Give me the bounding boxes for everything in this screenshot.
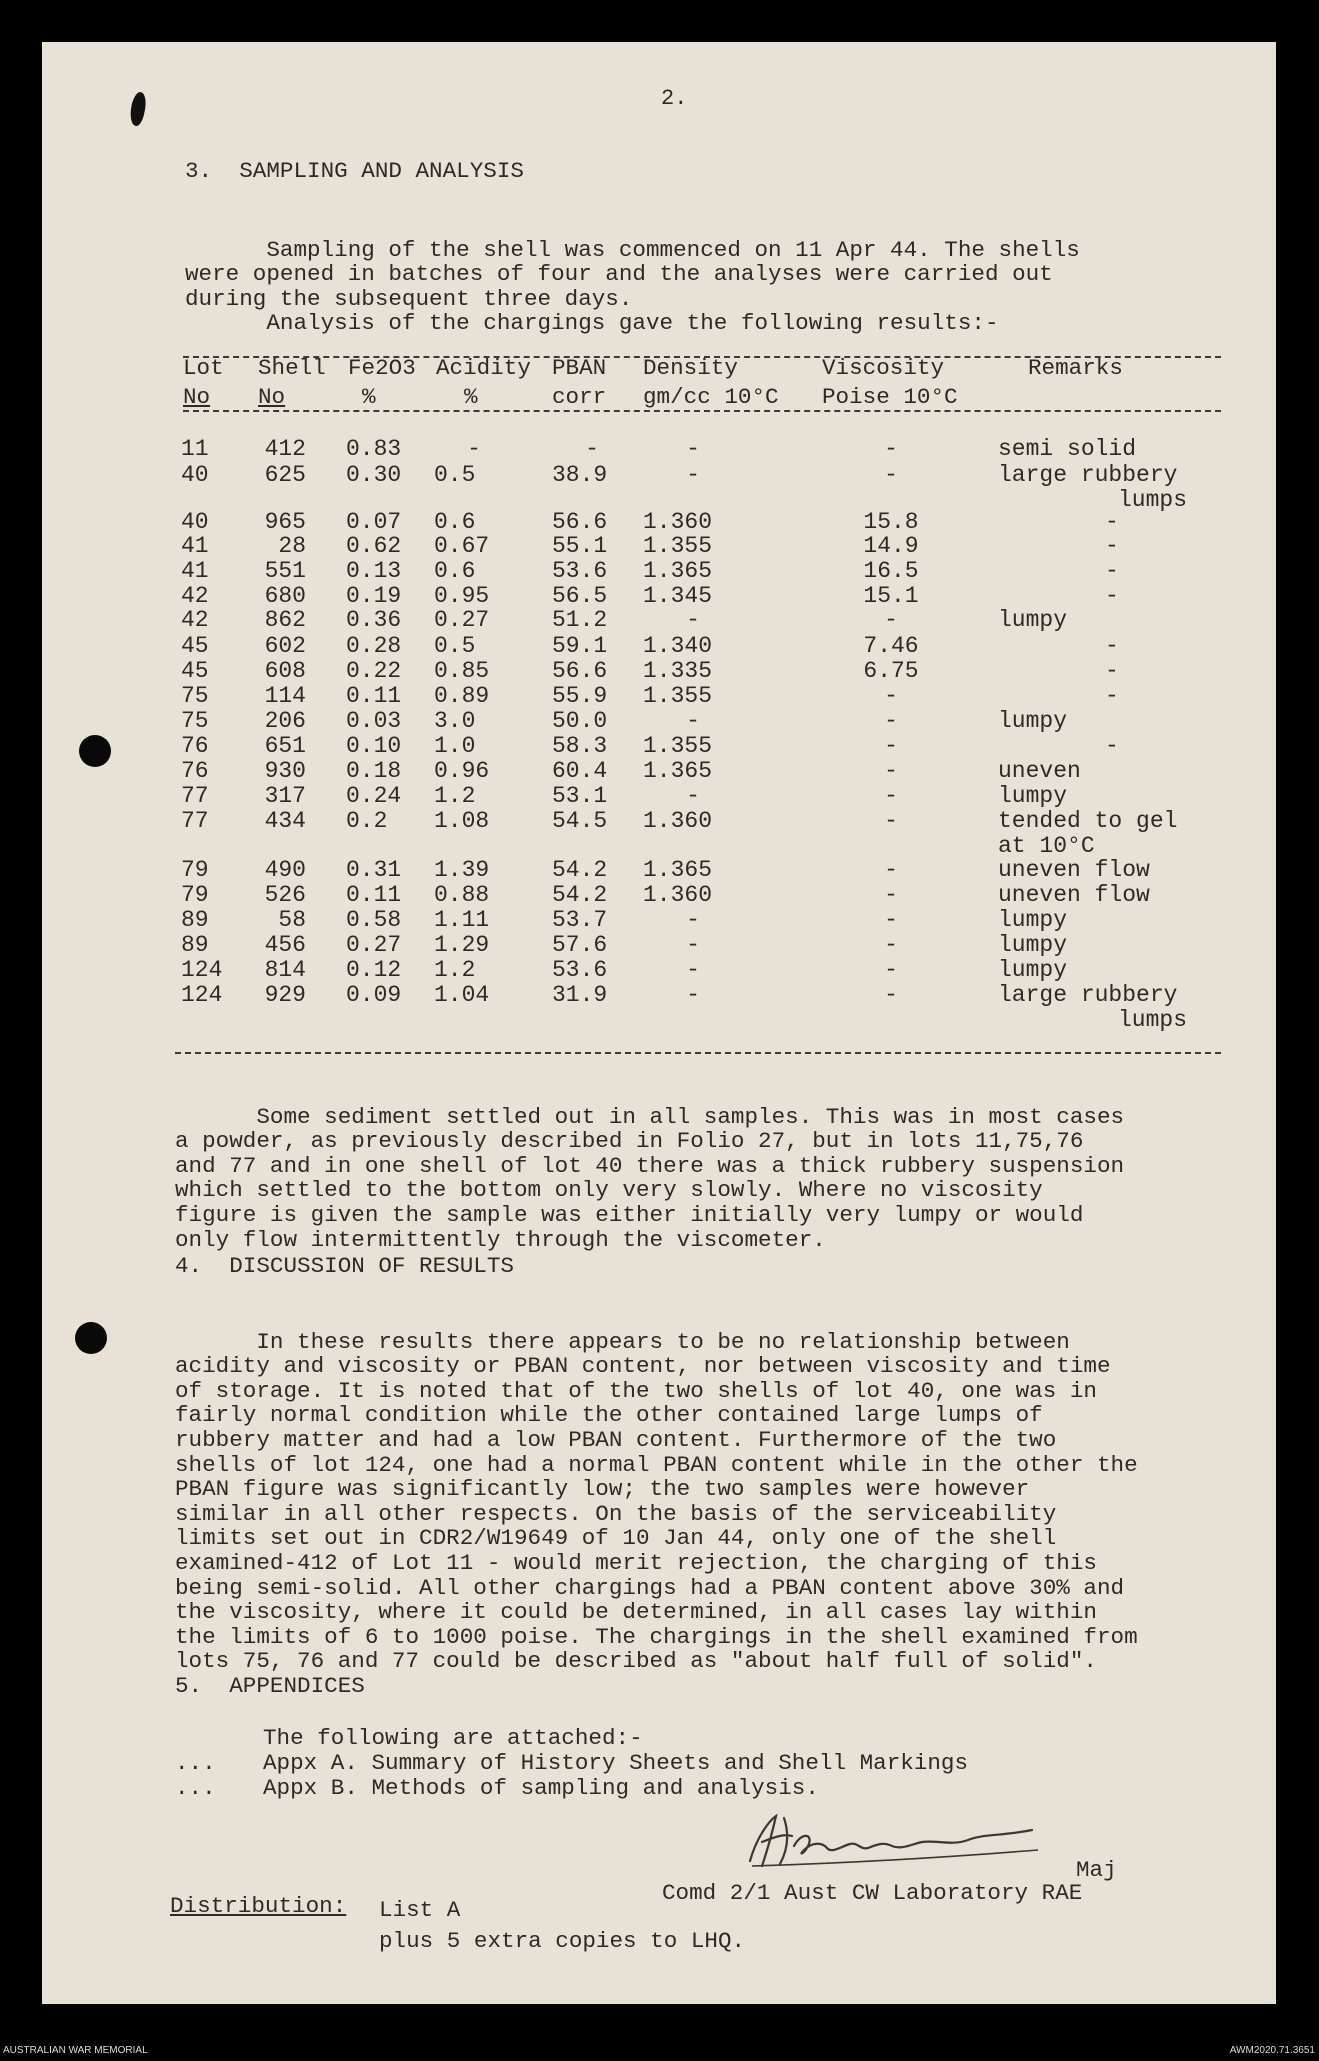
text-line: only flow intermittently through the viscometer. <box>175 1226 826 1253</box>
cell-fe: 0.13 <box>346 558 402 584</box>
cell-fe: 0.03 <box>346 708 402 734</box>
cell-shell: 625 <box>264 462 306 488</box>
cell-remarks: lumpy <box>998 783 1068 809</box>
cell-lot: 42 <box>181 607 209 633</box>
cell-acidity: 3.0 <box>434 708 476 734</box>
cell-viscosity: - <box>884 708 898 734</box>
cell-density: 1.345 <box>643 583 713 609</box>
distribution-extra: plus 5 extra copies to LHQ. <box>379 1928 746 1954</box>
cell-fe: 0.07 <box>346 509 402 535</box>
cell-viscosity: 15.8 <box>863 509 919 535</box>
text-line: figure is given the sample was either initially very lumpy or would <box>175 1201 1084 1228</box>
cell-density: 1.360 <box>643 509 713 535</box>
cell-acidity: 1.39 <box>434 857 490 883</box>
cell-shell: 551 <box>264 558 306 584</box>
signatory-title: Comd 2/1 Aust CW Laboratory RAE <box>662 1880 1083 1906</box>
cell-viscosity: 15.1 <box>863 583 919 609</box>
cell-lot: 77 <box>181 783 209 809</box>
cell-pban: 59.1 <box>552 633 608 659</box>
cell-acidity: 0.67 <box>434 533 490 559</box>
cell-pban: 38.9 <box>552 462 608 488</box>
section-4-heading: 4. DISCUSSION OF RESULTS <box>175 1253 514 1279</box>
cell-viscosity: - <box>884 982 898 1008</box>
cell-remarks: large rubbery <box>998 982 1178 1008</box>
cell-acidity: 0.6 <box>434 509 476 535</box>
cell-fe: 0.83 <box>346 436 402 462</box>
appendix-bullet: ... <box>175 1750 216 1776</box>
cell-lot: 124 <box>181 982 223 1008</box>
cell-viscosity: - <box>884 808 898 834</box>
cell-fe: 0.24 <box>346 783 402 809</box>
cell-pban: 58.3 <box>552 733 608 759</box>
cell-density: 1.355 <box>643 533 713 559</box>
archive-name: AUSTRALIAN WAR MEMORIAL <box>3 2045 148 2056</box>
page-number: 2. <box>661 86 688 111</box>
appendices-intro: The following are attached:- <box>263 1725 643 1751</box>
appendix-a: Appx A. Summary of History Sheets and Shell Markings <box>263 1750 969 1776</box>
cell-fe: 0.12 <box>346 957 402 983</box>
text-line: the limits of 6 to 1000 poise. The chargings in the shell examined from <box>175 1623 1138 1650</box>
cell-density: - <box>686 932 700 958</box>
cell-pban: 53.6 <box>552 957 608 983</box>
text-line: PBAN figure was significantly low; the two samples were however <box>175 1476 1030 1503</box>
cell-lot: 40 <box>181 509 209 535</box>
cell-shell: 602 <box>264 633 306 659</box>
cell-fe: 0.62 <box>346 533 402 559</box>
text-line: Sampling of the shell was commenced on 11 Apr 44. The shells <box>185 236 1080 263</box>
cell-viscosity: - <box>884 758 898 784</box>
archive-reference: AWM2020.71.3651 <box>1229 2045 1315 2056</box>
col-header-density: Density gm/cc 10°C <box>643 355 779 410</box>
cell-remarks: - <box>1105 658 1119 684</box>
text-line: similar in all other respects. On the basis of the serviceability <box>175 1500 1057 1527</box>
cell-remarks: uneven <box>998 758 1081 784</box>
cell-shell: 206 <box>264 708 306 734</box>
cell-pban: 56.6 <box>552 509 608 535</box>
cell-remarks: - <box>1105 583 1119 609</box>
cell-remarks: - <box>1105 509 1119 535</box>
cell-density: 1.365 <box>643 758 713 784</box>
cell-fe: 0.36 <box>346 607 402 633</box>
cell-fe: 0.2 <box>346 808 388 834</box>
cell-viscosity: - <box>884 462 898 488</box>
cell-lot: 89 <box>181 932 209 958</box>
text-line: being semi-solid. All other chargings had a PBAN content above 30% and <box>175 1574 1125 1601</box>
cell-pban: 53.7 <box>552 907 608 933</box>
cell-shell: 608 <box>264 658 306 684</box>
cell-density: - <box>686 783 700 809</box>
cell-viscosity: - <box>884 607 898 633</box>
cell-remarks: uneven flow <box>998 857 1150 883</box>
cell-acidity: 0.27 <box>434 607 490 633</box>
col-header-acidity: Acidity % <box>436 355 531 410</box>
cell-remarks: - <box>1105 558 1119 584</box>
archive-footer <box>0 2040 1319 2061</box>
cell-acidity: 0.95 <box>434 583 490 609</box>
cell-viscosity: - <box>884 957 898 983</box>
cell-remarks: lumpy <box>998 957 1068 983</box>
punch-hole <box>75 1322 107 1354</box>
cell-density: - <box>686 708 700 734</box>
cell-fe: 0.11 <box>346 882 402 908</box>
col-header-fe2o3: Fe2O3 % <box>348 355 416 410</box>
cell-lot: 41 <box>181 558 209 584</box>
cell-fe: 0.58 <box>346 907 402 933</box>
cell-remarks: lumpy <box>998 708 1068 734</box>
section-3-text <box>185 213 1080 361</box>
cell-shell: 317 <box>264 783 306 809</box>
cell-remarks: - <box>1105 733 1119 759</box>
text-line: a powder, as previously described in Folio 27, but in lots 11,75,76 <box>175 1128 1084 1155</box>
cell-viscosity: - <box>884 857 898 883</box>
cell-acidity: 0.85 <box>434 658 490 684</box>
text-line: which settled to the bottom only very slowly. Where no viscosity <box>175 1177 1043 1204</box>
cell-remarks: - <box>1105 533 1119 559</box>
cell-lot: 89 <box>181 907 209 933</box>
cell-shell: 456 <box>264 932 306 958</box>
cell-acidity: 1.0 <box>434 733 476 759</box>
cell-fe: 0.22 <box>346 658 402 684</box>
cell-density: - <box>686 982 700 1008</box>
cell-shell: 680 <box>264 583 306 609</box>
cell-lot: 42 <box>181 583 209 609</box>
cell-fe: 0.28 <box>346 633 402 659</box>
cell-fe: 0.18 <box>346 758 402 784</box>
cell-acidity: - <box>467 436 481 462</box>
cell-pban: 55.1 <box>552 533 608 559</box>
cell-viscosity: - <box>884 882 898 908</box>
text-line: and 77 and in one shell of lot 40 there was a thick rubbery suspension <box>175 1152 1125 1179</box>
cell-pban: 53.6 <box>552 558 608 584</box>
cell-density: 1.355 <box>643 733 713 759</box>
cell-acidity: 1.2 <box>434 783 476 809</box>
handwritten-signature <box>732 1806 1062 1881</box>
cell-fe: 0.10 <box>346 733 402 759</box>
cell-lot: 11 <box>181 436 209 462</box>
cell-lot: 41 <box>181 533 209 559</box>
cell-remarks: - <box>1105 633 1119 659</box>
cell-pban: 54.2 <box>552 857 608 883</box>
cell-shell: 929 <box>264 982 306 1008</box>
distribution-label: Distribution: <box>170 1893 347 1919</box>
cell-shell: 58 <box>278 907 306 933</box>
cell-remarks: lumpy <box>998 607 1068 633</box>
cell-lot: 40 <box>181 462 209 488</box>
cell-viscosity: - <box>884 783 898 809</box>
cell-pban: 60.4 <box>552 758 608 784</box>
cell-density: 1.365 <box>643 558 713 584</box>
cell-lot: 45 <box>181 633 209 659</box>
cell-shell: 526 <box>264 882 306 908</box>
cell-density: - <box>686 607 700 633</box>
cell-shell: 965 <box>264 509 306 535</box>
text-line: were opened in batches of four and the analyses were carried out <box>185 261 1053 288</box>
cell-pban: 31.9 <box>552 982 608 1008</box>
cell-acidity: 0.5 <box>434 633 476 659</box>
cell-shell: 28 <box>278 533 306 559</box>
cell-lot: 79 <box>181 882 209 908</box>
cell-viscosity: - <box>884 733 898 759</box>
cell-acidity: 1.11 <box>434 907 490 933</box>
cell-acidity: 0.6 <box>434 558 476 584</box>
section-3-heading: 3. SAMPLING AND ANALYSIS <box>185 158 524 184</box>
cell-pban: 54.5 <box>552 808 608 834</box>
cell-shell: 930 <box>264 758 306 784</box>
text-line: acidity and viscosity or PBAN content, nor between viscosity and time <box>175 1353 1111 1380</box>
cell-pban: 54.2 <box>552 882 608 908</box>
cell-pban: 53.1 <box>552 783 608 809</box>
cell-viscosity: 6.75 <box>863 658 919 684</box>
cell-pban: 56.5 <box>552 583 608 609</box>
cell-pban: - <box>585 436 599 462</box>
cell-density: - <box>686 957 700 983</box>
text-line: Analysis of the chargings gave the following results:- <box>185 310 999 337</box>
text-line: of storage. It is noted that of the two shells of lot 40, one was in <box>175 1377 1097 1404</box>
cell-shell: 490 <box>264 857 306 883</box>
cell-remarks-continued: at 10°C <box>998 833 1095 859</box>
cell-viscosity: - <box>884 932 898 958</box>
punch-hole <box>79 735 111 767</box>
section-5-heading: 5. APPENDICES <box>175 1673 365 1699</box>
cell-viscosity: 14.9 <box>863 533 919 559</box>
cell-shell: 651 <box>264 733 306 759</box>
cell-acidity: 0.96 <box>434 758 490 784</box>
cell-acidity: 1.29 <box>434 932 490 958</box>
cell-viscosity: 16.5 <box>863 558 919 584</box>
cell-lot: 76 <box>181 758 209 784</box>
section-4-text <box>175 1305 1138 1699</box>
cell-acidity: 0.89 <box>434 683 490 709</box>
text-line: during the subsequent three days. <box>185 285 633 312</box>
cell-pban: 50.0 <box>552 708 608 734</box>
cell-remarks-continued: lumps <box>1118 487 1188 513</box>
cell-lot: 75 <box>181 708 209 734</box>
cell-pban: 51.2 <box>552 607 608 633</box>
col-header-viscosity: Viscosity Poise 10°C <box>822 355 958 410</box>
sediment-paragraph <box>175 1080 1124 1277</box>
cell-density: 1.365 <box>643 857 713 883</box>
col-header-pban: PBAN corr <box>552 355 607 410</box>
text-line: limits set out in CDR2/W19649 of 10 Jan 44, only one of the shell <box>175 1525 1057 1552</box>
text-line: the viscosity, where it could be determined, in all cases lay within <box>175 1599 1097 1626</box>
signatory-rank: Maj <box>1076 1857 1117 1883</box>
cell-density: - <box>686 436 700 462</box>
cell-remarks: - <box>1105 683 1119 709</box>
text-line: In these results there appears to be no relationship between <box>175 1328 1070 1355</box>
cell-lot: 45 <box>181 658 209 684</box>
cell-acidity: 1.08 <box>434 808 490 834</box>
cell-fe: 0.30 <box>346 462 402 488</box>
cell-remarks: lumpy <box>998 932 1068 958</box>
cell-lot: 124 <box>181 957 223 983</box>
distribution-list: List A <box>379 1897 461 1923</box>
cell-lot: 76 <box>181 733 209 759</box>
text-line: Some sediment settled out in all samples. This was in most cases <box>175 1103 1125 1130</box>
cell-fe: 0.27 <box>346 932 402 958</box>
cell-acidity: 1.04 <box>434 982 490 1008</box>
cell-shell: 862 <box>264 607 306 633</box>
cell-viscosity: - <box>884 907 898 933</box>
cell-shell: 434 <box>264 808 306 834</box>
text-line: shells of lot 124, one had a normal PBAN content while in the other the <box>175 1451 1138 1478</box>
cell-lot: 79 <box>181 857 209 883</box>
cell-remarks: large rubbery <box>998 462 1178 488</box>
text-line: rubbery matter and had a low PBAN content. Furthermore of the two <box>175 1426 1057 1453</box>
appendix-bullet: ... <box>175 1775 216 1801</box>
cell-acidity: 1.2 <box>434 957 476 983</box>
cell-remarks: lumpy <box>998 907 1068 933</box>
cell-fe: 0.09 <box>346 982 402 1008</box>
cell-shell: 114 <box>264 683 306 709</box>
cell-remarks-continued: lumps <box>1118 1007 1188 1033</box>
table-bottom-rule <box>175 1052 1221 1054</box>
col-header-remarks: Remarks <box>1028 355 1123 381</box>
cell-density: - <box>686 462 700 488</box>
cell-pban: 56.6 <box>552 658 608 684</box>
cell-lot: 77 <box>181 808 209 834</box>
text-line: fairly normal condition while the other contained large lumps of <box>175 1402 1043 1429</box>
cell-acidity: 0.88 <box>434 882 490 908</box>
cell-pban: 57.6 <box>552 932 608 958</box>
cell-density: 1.340 <box>643 633 713 659</box>
cell-fe: 0.31 <box>346 857 402 883</box>
col-header-lot: Lot No <box>183 355 224 410</box>
cell-viscosity: - <box>884 436 898 462</box>
cell-fe: 0.11 <box>346 683 402 709</box>
cell-density: 1.335 <box>643 658 713 684</box>
cell-pban: 55.9 <box>552 683 608 709</box>
cell-density: 1.360 <box>643 808 713 834</box>
cell-shell: 412 <box>264 436 306 462</box>
cell-acidity: 0.5 <box>434 462 476 488</box>
cell-lot: 75 <box>181 683 209 709</box>
col-header-shell: Shell No <box>258 355 326 410</box>
appendix-b: Appx B. Methods of sampling and analysis. <box>263 1775 819 1801</box>
cell-viscosity: 7.46 <box>863 633 919 659</box>
cell-viscosity: - <box>884 683 898 709</box>
text-line: lots 75, 76 and 77 could be described as "about half full of solid". <box>175 1648 1097 1675</box>
cell-density: 1.355 <box>643 683 713 709</box>
cell-remarks: semi solid <box>998 436 1137 462</box>
cell-density: - <box>686 907 700 933</box>
cell-remarks: uneven flow <box>998 882 1150 908</box>
cell-shell: 814 <box>264 957 306 983</box>
cell-remarks: tended to gel <box>998 808 1178 834</box>
cell-density: 1.360 <box>643 882 713 908</box>
cell-fe: 0.19 <box>346 583 402 609</box>
text-line: examined-412 of Lot 11 - would merit rejection, the charging of this <box>175 1549 1097 1576</box>
